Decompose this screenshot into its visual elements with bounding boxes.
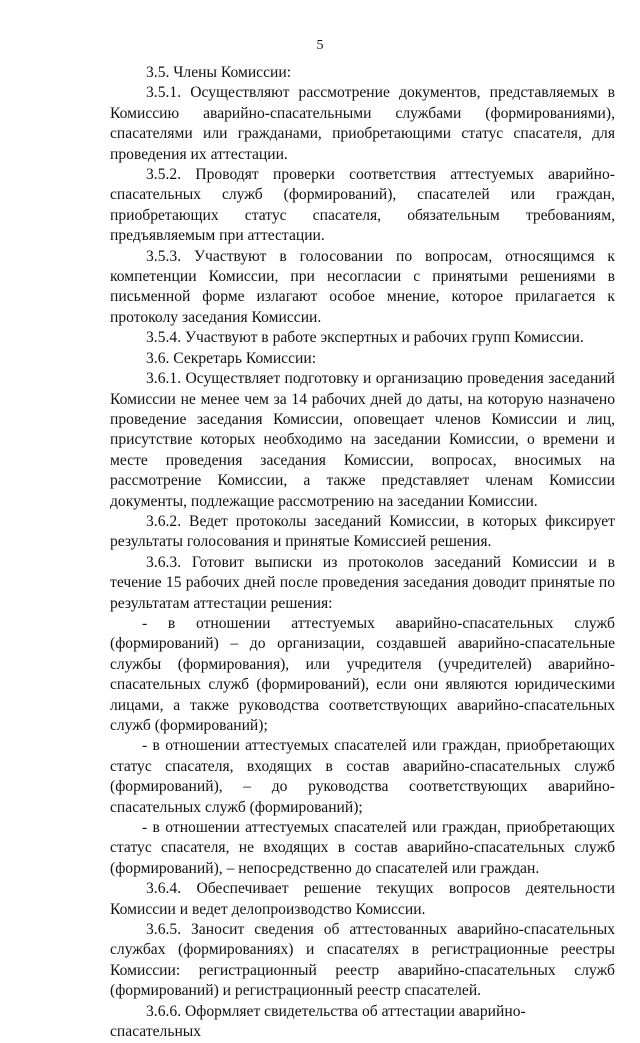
paragraph-3-6-1: 3.6.1. Осуществляет подготовку и организацию проведения заседаний Комиссии не менее чем за 14 рабочих дней до даты, на которую назначено проведение заседания Комиссии, оповещает членов Комиссии и лиц, присутствие которых необходимо на заседании Комиссии, о времени и месте проведения заседания Комиссии, вопросах, вносимых на рассмотрение Комиссии, а также представляет членам Комиссии документы, подлежащие рассмотрению на заседании Комиссии.	[110, 370, 615, 510]
paragraph-3-5-4: 3.5.4. Участвуют в работе экспертных и рабочих групп Комиссии.	[146, 329, 584, 347]
paragraph-3-5-2: 3.5.2. Проводят проверки соответствия аттестуемых аварийно-спасательных служб (формирований), спасателей или граждан, приобретающих статус спасателя, обязательным требованиям, предъявляемым при аттестации.	[110, 166, 615, 245]
page-number: 5	[316, 38, 324, 53]
paragraph-3-6-6: 3.6.6. Оформляет свидетельства об аттестации аварийно-спасательных	[110, 1002, 526, 1041]
list-item-rescuers-outside: - в отношении аттестуемых спасателей или граждан, приобретающих статус спасателя, не входящих в состав аварийно-спасательных служб (формирований), – непосредственно до спасателей или граждан.	[110, 819, 615, 877]
list-item-services: - в отношении аттестуемых аварийно-спасательных служб (формирований) – до организации, создавшей аварийно-спасательные службы (формирования), или учредителя (учредителей) аварийно-спасательных служб (формирований), если они являются юридическими лицами, а также руководства соответствующих аварийно-спасательных служб (формирований);	[110, 614, 615, 734]
paragraph-3-6-5: 3.6.5. Заносит сведения об аттестованных аварийно-спасательных службах (формированиях) и спасателях в регистрационные реестры Комиссии: регистрационный реестр аварийно-спасательных служб (формирований) и регистрационный реестр спасателей.	[110, 921, 615, 1000]
document-body	[110, 63, 615, 1043]
section-3-6-heading: 3.6. Секретарь Комиссии:	[146, 349, 317, 367]
paragraph-3-6-2: 3.6.2. Ведет протоколы заседаний Комиссии, в которых фиксирует результаты голосования и принятые Комиссией решения.	[110, 512, 615, 551]
list-item-rescuers-inside: - в отношении аттестуемых спасателей или граждан, приобретающих статус спасателя, входящих в состав аварийно-спасательных служб (формирований), – до руководства соответствующих аварийно-спасательных служб (формирований);	[110, 737, 615, 816]
paragraph-3-5-3: 3.5.3. Участвуют в голосовании по вопросам, относящимся к компетенции Комиссии, при несогласии с принятыми решениями в письменной форме излагают особое мнение, которое прилагается к протоколу заседания Комиссии.	[110, 247, 615, 326]
paragraph-3-6-4: 3.6.4. Обеспечивает решение текущих вопросов деятельности Комиссии и ведет делопроизводство Комиссии.	[110, 880, 615, 918]
paragraph-3-6-3: 3.6.3. Готовит выписки из протоколов заседаний Комиссии и в течение 15 рабочих дней после проведения заседания доводит принятые по результатам аттестации решения:	[110, 553, 615, 612]
paragraph-3-5-1: 3.5.1. Осуществляют рассмотрение документов, представляемых в Комиссию аварийно-спасательными службами (формированиями), спасателями или гражданами, приобретающими статус спасателя, для проведения их аттестации.	[110, 84, 615, 163]
section-3-5-heading: 3.5. Члены Комиссии:	[146, 64, 292, 81]
